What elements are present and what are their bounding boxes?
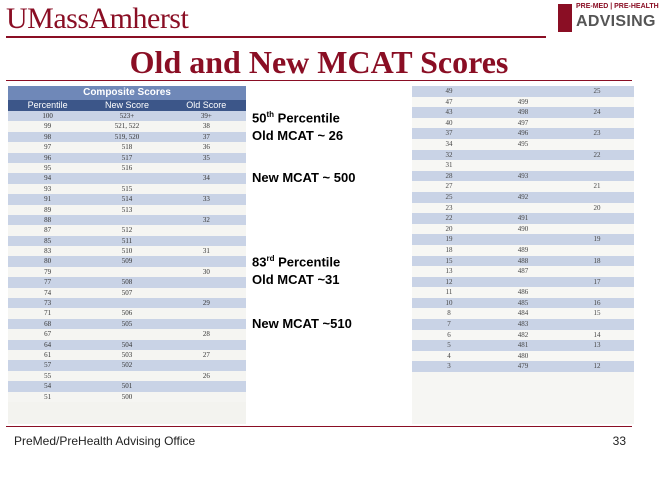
- table-row: [412, 97, 634, 108]
- table-cell: 479: [517, 362, 529, 371]
- table-cell: [486, 234, 560, 245]
- table-cell: 495: [517, 139, 529, 148]
- table-cell: 6: [447, 330, 451, 339]
- table-cell: 517: [121, 153, 133, 162]
- table-row: [8, 153, 246, 163]
- badge-small-text: PRE-MED | PRE-HEALTH: [576, 3, 659, 10]
- table-cell: 61: [44, 350, 52, 359]
- table-row: [8, 236, 246, 246]
- table-cell: 37: [445, 129, 453, 138]
- table-cell: 482: [517, 330, 529, 339]
- table-cell: 31: [445, 161, 453, 170]
- table-cell: 80: [44, 257, 52, 266]
- table-cell: 33: [202, 195, 210, 204]
- table-cell: 511: [121, 236, 133, 245]
- header-bar: [0, 0, 659, 40]
- table-row: [412, 287, 634, 298]
- table-cell: 490: [517, 224, 529, 233]
- slide-title: Old and New MCAT Scores: [129, 44, 509, 80]
- table-row: [8, 277, 246, 287]
- table-cell: [87, 329, 166, 339]
- table-cell: [560, 118, 634, 129]
- table-cell: 18: [593, 256, 601, 265]
- table-cell: [486, 277, 560, 288]
- table-cell: 515: [121, 184, 133, 193]
- table-cell: 93: [44, 184, 52, 193]
- table-cell: 77: [44, 278, 52, 287]
- table-cell: 17: [593, 277, 601, 286]
- table-cell: 37: [202, 132, 210, 141]
- table-row: [8, 246, 246, 256]
- table-row: [8, 319, 246, 329]
- table-row: [8, 298, 246, 308]
- table-cell: 13: [445, 267, 453, 276]
- table-cell: 505: [121, 319, 133, 328]
- table-cell: 15: [445, 256, 453, 265]
- p83-number: 83: [252, 254, 267, 270]
- p83-new-mcat: New MCAT ~510: [252, 316, 352, 331]
- table-cell: 23: [445, 203, 453, 212]
- p50-heading: [252, 110, 340, 125]
- table-row: [8, 132, 246, 142]
- table-cell: 64: [44, 340, 52, 349]
- table-cell: 485: [517, 298, 529, 307]
- table-cell: 500: [121, 392, 133, 401]
- table-row: [8, 288, 246, 298]
- table-cell: 25: [593, 87, 601, 95]
- table-cell: 11: [445, 288, 453, 297]
- table-cell: 28: [202, 330, 210, 339]
- table-row: [8, 360, 246, 370]
- table-cell: 19: [593, 235, 601, 244]
- badge-main-text: ADVISING: [576, 13, 656, 30]
- table-cell: 15: [593, 309, 601, 318]
- table-column-headers: [8, 100, 246, 111]
- badge-mark-icon: [558, 4, 572, 32]
- table-cell: [167, 340, 246, 350]
- table-cell: [167, 381, 246, 391]
- table-cell: 510: [121, 247, 133, 256]
- p50-old-mcat: Old MCAT ~ 26: [252, 128, 344, 143]
- column-header-new-score: New Score: [104, 100, 149, 110]
- table-row: [412, 192, 634, 203]
- table-row: [8, 256, 246, 266]
- table-cell: 34: [202, 174, 210, 183]
- page-number: 33: [612, 434, 626, 448]
- table-row: [8, 381, 246, 391]
- table-heading: Composite Scores: [8, 86, 246, 100]
- table-cell: 480: [517, 351, 529, 360]
- table-cell: 24: [593, 108, 601, 117]
- table-cell: 19: [445, 235, 453, 244]
- table-row: [412, 128, 634, 139]
- table-cell: [560, 213, 634, 224]
- table-cell: [486, 150, 560, 161]
- table-row: [412, 245, 634, 256]
- table-cell: 29: [202, 299, 210, 308]
- table-row: [412, 160, 634, 171]
- table-cell: [560, 266, 634, 277]
- table-cell: 89: [44, 205, 52, 214]
- table-body: [8, 111, 246, 402]
- table-cell: 31: [202, 247, 210, 256]
- table-cell: 36: [202, 143, 210, 152]
- table-cell: 30: [202, 267, 210, 276]
- table-row: [412, 277, 634, 288]
- table-cell: 23: [593, 129, 601, 138]
- table-cell: [560, 192, 634, 203]
- header-rule: [6, 36, 546, 38]
- table-cell: 5: [447, 341, 451, 350]
- column-header-percentile: Percentile: [27, 100, 68, 110]
- table-cell: 43: [445, 108, 453, 117]
- table-row: [8, 194, 246, 204]
- table-row: [8, 392, 246, 402]
- table-cell: 501: [121, 382, 133, 391]
- table-cell: 95: [44, 163, 52, 172]
- table-cell: 79: [44, 267, 52, 276]
- table-row: [8, 205, 246, 215]
- footer-rule: [6, 426, 632, 427]
- table-cell: [167, 184, 246, 194]
- table-cell: 51: [44, 392, 52, 401]
- table-cell: [560, 171, 634, 182]
- table-cell: 489: [517, 245, 529, 254]
- p50-suffix: th: [266, 110, 275, 119]
- table-cell: [167, 205, 246, 215]
- table-cell: 509: [121, 257, 133, 266]
- table-cell: [560, 319, 634, 330]
- table-cell: 484: [517, 309, 529, 318]
- table-cell: 488: [517, 256, 529, 265]
- table-cell: 68: [44, 319, 52, 328]
- table-cell: 88: [44, 215, 52, 224]
- table-cell: 521, 522: [114, 122, 140, 131]
- table-cell: 25: [445, 192, 453, 201]
- table-cell: 16: [593, 298, 601, 307]
- table-row: [412, 118, 634, 129]
- table-cell: [486, 203, 560, 214]
- table-cell: 8: [447, 309, 451, 318]
- table-cell: 506: [121, 309, 133, 318]
- table-cell: 32: [445, 150, 453, 159]
- table-cell: 486: [517, 288, 529, 297]
- table-cell: [560, 245, 634, 256]
- table-cell: [167, 288, 246, 298]
- table-cell: 85: [44, 236, 52, 245]
- table-cell: 55: [44, 371, 52, 380]
- table-cell: 22: [593, 150, 601, 159]
- table-cell: 496: [517, 129, 529, 138]
- table-row: [412, 330, 634, 341]
- table-cell: [560, 287, 634, 298]
- table-cell: [167, 256, 246, 266]
- title-rule: [6, 80, 632, 81]
- table-cell: 39+: [200, 112, 212, 120]
- table-cell: 27: [445, 182, 453, 191]
- table-cell: 20: [593, 203, 601, 212]
- table-cell: 32: [202, 215, 210, 224]
- table-body: [412, 86, 634, 372]
- table-cell: 26: [202, 371, 210, 380]
- table-cell: 507: [121, 288, 133, 297]
- table-cell: 518: [121, 143, 133, 152]
- table-row: [412, 319, 634, 330]
- table-row: [8, 225, 246, 235]
- table-cell: [167, 308, 246, 318]
- table-row: [8, 184, 246, 194]
- table-cell: 487: [517, 267, 529, 276]
- table-row: [412, 224, 634, 235]
- table-row: [412, 107, 634, 118]
- table-cell: 98: [44, 132, 52, 141]
- table-row: [412, 361, 634, 372]
- table-cell: 22: [445, 214, 453, 223]
- table-cell: 97: [44, 143, 52, 152]
- table-row: [412, 171, 634, 182]
- table-cell: 49: [445, 87, 453, 95]
- table-cell: 35: [202, 153, 210, 162]
- table-cell: 481: [517, 341, 529, 350]
- footer-office: PreMed/PreHealth Advising Office: [14, 434, 196, 448]
- table-cell: 54: [44, 382, 52, 391]
- table-cell: [167, 225, 246, 235]
- table-cell: 14: [593, 330, 601, 339]
- table-cell: [167, 277, 246, 287]
- table-cell: 499: [517, 97, 529, 106]
- table-cell: [486, 86, 560, 97]
- table-cell: 87: [44, 226, 52, 235]
- table-cell: 67: [44, 330, 52, 339]
- table-row: [412, 86, 634, 97]
- table-cell: [87, 371, 166, 381]
- table-cell: 57: [44, 361, 52, 370]
- table-cell: 100: [42, 112, 53, 120]
- table-cell: 34: [445, 139, 453, 148]
- table-cell: 13: [593, 341, 601, 350]
- table-row: [8, 267, 246, 277]
- table-row: [412, 181, 634, 192]
- table-row: [412, 256, 634, 267]
- table-cell: 73: [44, 299, 52, 308]
- table-cell: [167, 360, 246, 370]
- table-cell: 12: [445, 277, 453, 286]
- table-cell: 523+: [119, 112, 135, 120]
- table-cell: 508: [121, 278, 133, 287]
- p83-old-mcat: Old MCAT ~31: [252, 272, 340, 287]
- table-cell: 503: [121, 350, 133, 359]
- table-cell: 504: [121, 340, 133, 349]
- table-cell: 497: [517, 118, 529, 127]
- table-cell: [486, 181, 560, 192]
- table-cell: 91: [44, 195, 52, 204]
- table-cell: [560, 97, 634, 108]
- p83-heading: [252, 254, 340, 269]
- table-cell: [167, 392, 246, 402]
- p50-word: Percentile: [277, 110, 340, 126]
- table-cell: 38: [202, 122, 210, 131]
- umass-logo: UMassAmherst: [6, 2, 189, 35]
- table-cell: 12: [593, 362, 601, 371]
- table-cell: 99: [44, 122, 52, 131]
- table-row: [8, 350, 246, 360]
- table-row: [412, 139, 634, 150]
- table-row: [8, 215, 246, 225]
- table-row: [412, 308, 634, 319]
- table-cell: 74: [44, 288, 52, 297]
- table-cell: [560, 351, 634, 362]
- table-cell: 7: [447, 320, 451, 329]
- table-row: [412, 298, 634, 309]
- column-header-old-score: Old Score: [186, 100, 227, 110]
- table-cell: 502: [121, 361, 133, 370]
- p83-suffix: rd: [266, 254, 275, 263]
- table-cell: 492: [517, 192, 529, 201]
- table-cell: [486, 160, 560, 171]
- table-row: [8, 121, 246, 131]
- table-row: [412, 351, 634, 362]
- table-cell: 3: [447, 362, 451, 371]
- table-cell: 18: [445, 245, 453, 254]
- table-row: [8, 173, 246, 183]
- table-cell: 21: [593, 182, 601, 191]
- composite-scores-table: [8, 86, 246, 424]
- table-cell: [87, 173, 166, 183]
- table-cell: 20: [445, 224, 453, 233]
- table-row: [8, 340, 246, 350]
- table-row: [412, 340, 634, 351]
- table-cell: 28: [445, 171, 453, 180]
- table-cell: 40: [445, 118, 453, 127]
- table-row: [8, 329, 246, 339]
- table-cell: [167, 319, 246, 329]
- table-cell: [87, 215, 166, 225]
- table-cell: 516: [121, 163, 133, 172]
- table-row: [412, 213, 634, 224]
- table-cell: 4: [447, 351, 451, 360]
- table-cell: 10: [445, 298, 453, 307]
- table-cell: 513: [121, 205, 133, 214]
- table-row: [8, 111, 246, 121]
- table-cell: 47: [445, 97, 453, 106]
- table-cell: [87, 267, 166, 277]
- table-cell: 94: [44, 174, 52, 183]
- table-cell: [560, 139, 634, 150]
- p83-word: Percentile: [278, 254, 341, 270]
- table-row: [8, 308, 246, 318]
- advising-badge: [558, 2, 659, 34]
- table-row: [412, 234, 634, 245]
- table-cell: 483: [517, 320, 529, 329]
- p50-number: 50: [252, 110, 267, 126]
- table-row: [412, 266, 634, 277]
- table-cell: 83: [44, 247, 52, 256]
- table-cell: [560, 160, 634, 171]
- table-row: [412, 150, 634, 161]
- composite-scores-table-continued: [412, 86, 634, 424]
- table-cell: [87, 298, 166, 308]
- table-cell: [167, 163, 246, 173]
- p50-new-mcat: New MCAT ~ 500: [252, 170, 356, 185]
- table-cell: 514: [121, 195, 133, 204]
- table-row: [412, 203, 634, 214]
- table-cell: 512: [121, 226, 133, 235]
- table-row: [8, 371, 246, 381]
- table-cell: 71: [44, 309, 52, 318]
- table-row: [8, 142, 246, 152]
- table-cell: 519, 520: [114, 132, 140, 141]
- table-cell: 493: [517, 171, 529, 180]
- table-cell: [560, 224, 634, 235]
- table-row: [8, 163, 246, 173]
- table-cell: 491: [517, 214, 529, 223]
- table-cell: 27: [202, 350, 210, 359]
- table-cell: [167, 236, 246, 246]
- table-cell: 96: [44, 153, 52, 162]
- table-cell: 498: [517, 108, 529, 117]
